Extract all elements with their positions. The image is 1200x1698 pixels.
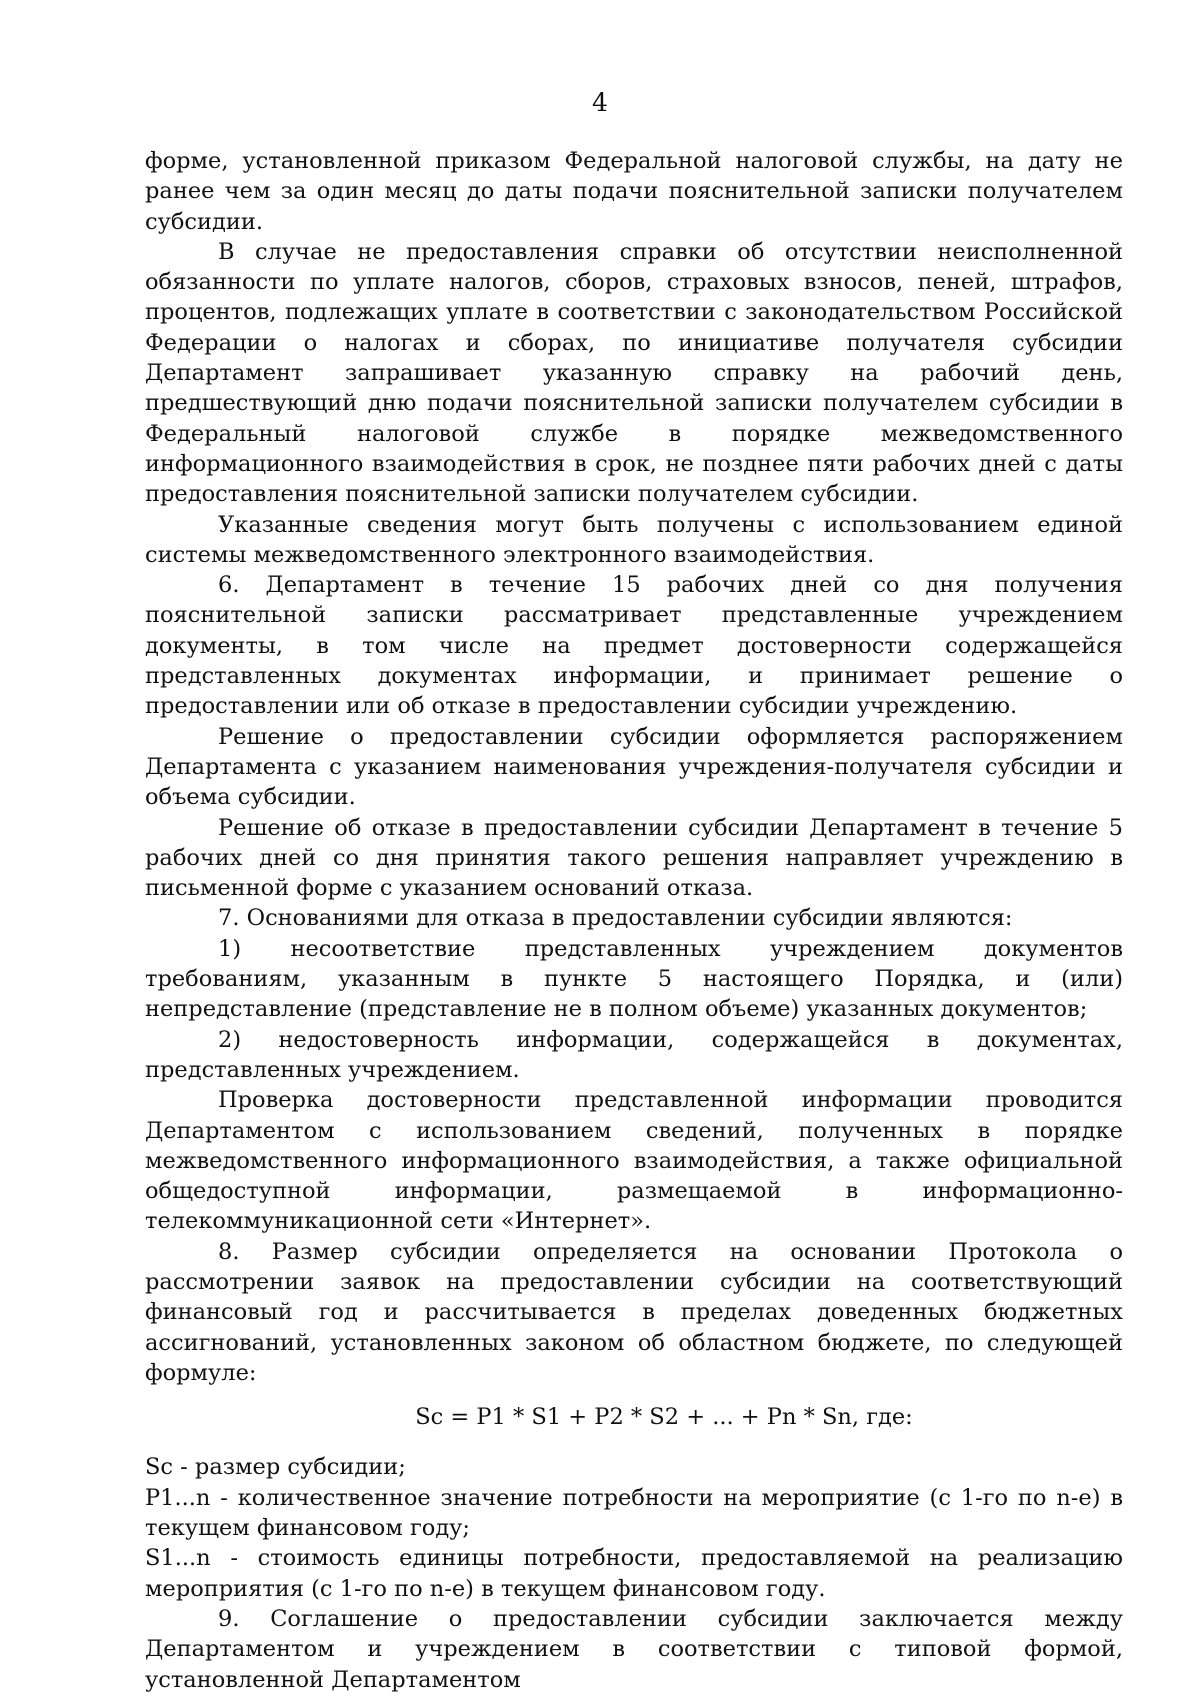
paragraph: 7. Основаниями для отказа в предоставлении субсидии являются: xyxy=(218,905,1013,932)
paragraph: Решение об отказе в предоставлении субсидии Департамент в течение 5 рабочих дней со дня принятия такого решения направляет учреждению в письменной форме с указанием оснований отказа. xyxy=(145,814,1123,902)
paragraph: Решение о предоставлении субсидии оформляется распоряжением Департамента с указанием наименования учреждения-получателя субсидии и объема субсидии. xyxy=(145,723,1123,811)
definition: P1...n - количественное значение потребности на мероприятие (с 1-го по n-е) в текущем финансовом году; xyxy=(145,1484,1123,1542)
paragraph: 6. Департамент в течение 15 рабочих дней со дня получения пояснительной записки рассматривает представленные учреждением документы, в том числе на предмет достоверности содержащейся представленных документах информации, и принимает решение о предоставлении или об отказе в предоставлении субсидии учреждению. xyxy=(145,572,1123,720)
list-item: 1) несоответствие представленных учреждением документов требованиям, указанным в пункте 5 настоящего Порядка, и (или) непредставление (представление не в полном объеме) указанных документов; xyxy=(145,935,1123,1023)
document-body xyxy=(145,146,1123,1695)
paragraph: 9. Соглашение о предоставлении субсидии заключается между Департаментом и учреждением в соответствии с типовой формой, установленной Департаментом xyxy=(145,1605,1123,1693)
definition: Sc - размер субсидии; xyxy=(145,1454,406,1481)
paragraph: 8. Размер субсидии определяется на основании Протокола о рассмотрении заявок на предоставлении субсидии на соответствующий финансовый год и рассчитывается в пределах доведенных бюджетных ассигнований, установленных законом об областном бюджете, по следующей формуле: xyxy=(145,1238,1123,1386)
definition: S1...n - стоимость единицы потребности, предоставляемой на реализацию мероприятия (с 1-го по n-е) в текущем финансовом году. xyxy=(145,1545,1123,1602)
page-number: 4 xyxy=(592,88,608,117)
paragraph: форме, установленной приказом Федеральной налоговой службы, на дату не ранее чем за один месяц до даты подачи пояснительной записки получателем субсидии. xyxy=(145,148,1123,235)
paragraph: Указанные сведения могут быть получены с использованием единой системы межведомственного электронного взаимодействия. xyxy=(145,511,1123,568)
paragraph: В случае не предоставления справки об отсутствии неисполненной обязанности по уплате налогов, сборов, страховых взносов, пеней, штрафов, процентов, подлежащих уплате в соответствии с законодательством Российской Федерации о налогах и сборах, по инициативе получателя субсидии Департамент запрашивает указанную справку на рабочий день, предшествующий дню подачи пояснительной записки получателем субсидии в Федеральный налоговой службе в порядке межведомственного информационного взаимодействия в срок, не позднее пяти рабочих дней с даты предоставления пояснительной записки получателем субсидии. xyxy=(145,238,1123,508)
formula: Sc = P1 * S1 + P2 * S2 + ... + Pn * Sn, где: xyxy=(415,1404,913,1431)
list-item: 2) недостоверность информации, содержащейся в документах, представленных учреждением. xyxy=(145,1026,1123,1083)
paragraph: Проверка достоверности представленной информации проводится Департаментом с использованием сведений, полученных в порядке межведомственного информационного взаимодействия, а также официальной общедоступной информации, размещаемой в информационно-телекоммуникационной сети «Интернет». xyxy=(145,1087,1123,1235)
